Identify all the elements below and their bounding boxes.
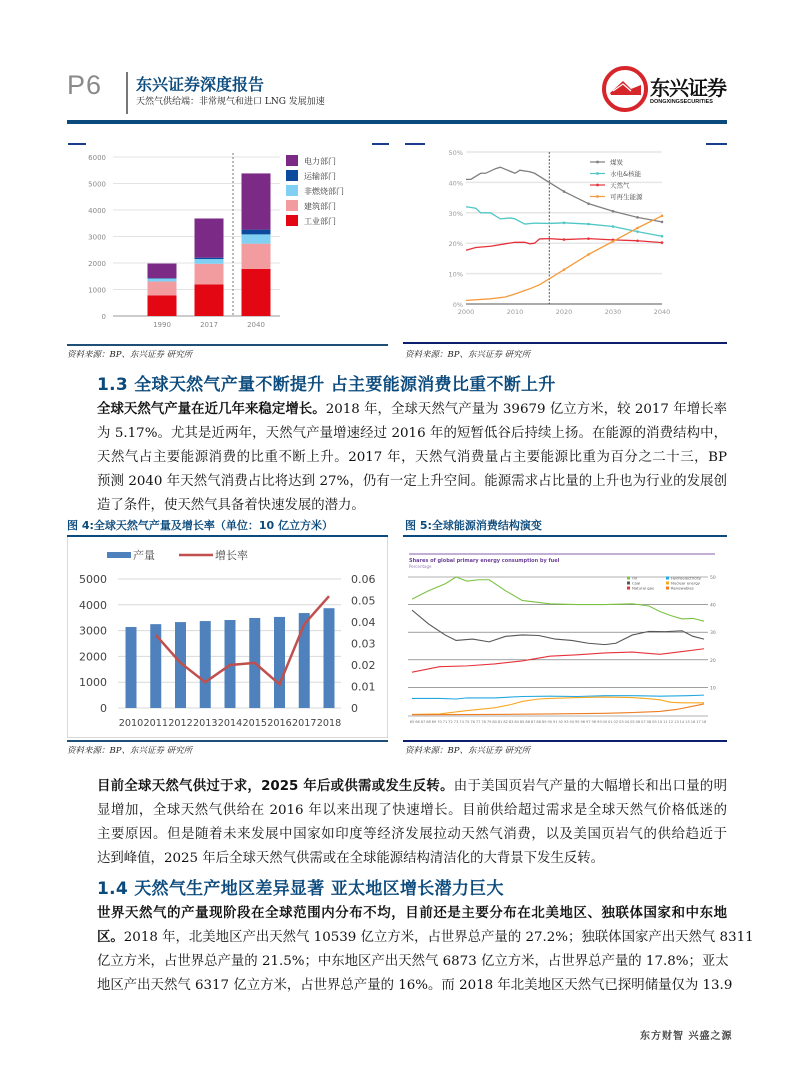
legend-marker [596,161,599,164]
y-tick-label: 0 [101,313,106,321]
bar-2017-3 [195,258,224,259]
x-tick-label: 97 [586,720,591,724]
bar-1990-2 [148,279,177,282]
data-point [636,216,639,219]
data-point [636,239,639,242]
x-tick-label: 78 [481,720,486,724]
x-tick-label: 65 [409,720,415,724]
y-tick-label: 40% [448,179,463,188]
data-point [587,253,590,256]
x-tick-label: 06 [635,720,641,724]
x-tick-label: 81 [497,720,503,724]
x-tick-label: 71 [442,720,448,724]
legend-swatch [286,185,298,196]
source-note: 资料来源：BP、东兴证券 研究所 [405,350,531,360]
x-tick-label: 82 [503,720,508,724]
bar-1990-0 [148,295,177,316]
legend-label: Renewables [671,585,694,591]
y-tick-label: 3000 [79,624,107,638]
x-tick-label: 69 [431,720,437,724]
x-tick-label: 18 [701,720,707,724]
energy-share-forecast-line-chart [400,140,730,320]
page-number: P6 [67,70,103,100]
bar-2017-4 [195,218,224,257]
bar-2013 [200,621,211,708]
bar-2040-2 [242,234,271,243]
legend-swatch [627,582,630,585]
source-note: 资料来源：BP、东兴证券 研究所 [67,350,193,360]
data-point [612,210,615,213]
y-tick-label: 40 [710,603,716,609]
y2-tick-label: 0.03 [351,637,376,651]
x-tick-label: 77 [475,720,481,724]
bar-1990-1 [148,282,177,296]
y-tick-label: 0 [100,702,107,715]
data-point [661,235,664,238]
legend-label: 水电&核能 [610,170,642,178]
bar-2010 [126,627,137,708]
y-tick-label: 30% [448,209,463,218]
x-tick-label: 2012 [168,718,193,729]
legend-marker [596,172,599,175]
data-point [563,268,566,271]
series-line-1 [466,207,662,236]
bar-1990-4 [148,264,177,279]
y-tick-label: 20 [710,658,716,664]
header-rule [67,120,727,124]
energy-consumption-share-chart [403,545,727,725]
y-tick-label: 5000 [88,180,106,189]
paragraph-line [97,823,727,847]
legend-label: 建筑部门 [304,202,336,211]
data-point [661,221,664,224]
source-rule [403,342,727,344]
line-text: 亿立方米，占世界总产量的 21.5%；中东地区产出天然气 6873 亿立方米，占世界总产量的 17.8%；亚太 [97,954,729,969]
paragraph-line [97,422,727,446]
series-line-0 [412,577,704,621]
data-point [563,222,566,225]
bold-lead: 目前全球天然气供过于求，2025 年后或供需或发生反转。 [97,779,454,794]
figure-5-title: 图 5:全球能源消费结构演变 [405,519,542,532]
x-tick-label: 79 [486,720,492,724]
data-point [661,215,664,218]
line-text: 造了条件，使天然气具备着快速发展的潜力。 [97,498,365,513]
x-tick-label: 2017 [292,718,317,729]
x-tick-label: 86 [525,720,530,724]
x-tick-label: 92 [558,720,564,724]
paragraph-line [97,398,727,422]
x-tick-label: 09 [652,720,657,724]
data-point [612,225,615,228]
legend-label: Natural gas [632,585,654,591]
y-tick-label: 5000 [79,573,107,586]
x-tick-label: 1990 [153,321,171,329]
legend-swatch [286,200,298,211]
paragraph-line [97,799,727,823]
line-text: 由于美国页岩气产量的大幅增长和出口量的明 [453,779,727,794]
y-tick-label: 6000 [88,154,106,162]
paragraph-gas-production [97,398,727,518]
legend-label: 天然气 [610,181,630,190]
bar-2016 [274,617,285,708]
x-tick-label: 74 [459,720,464,724]
paragraph-line [97,950,727,974]
header-divider [126,72,128,114]
x-tick-label: 14 [679,720,685,724]
data-point [612,240,615,243]
x-tick-label: 75 [464,720,470,724]
chart-inner-subtitle: Percentage [409,564,432,569]
legend-label: Nuclear energy [671,580,701,586]
x-tick-label: 2000 [457,308,475,316]
report-title: 东兴证券深度报告 [136,75,265,94]
source-rule [67,344,388,346]
x-tick-label: 12 [668,720,674,724]
x-tick-label: 16 [690,720,696,724]
frame-mark [68,143,86,145]
x-tick-label: 72 [448,720,453,724]
bar-2040-0 [242,269,271,316]
paragraph-line [97,902,727,926]
y2-tick-label: 0.04 [351,616,376,629]
y-tick-label: 50 [710,576,716,581]
x-tick-label: 87 [530,720,536,724]
x-tick-label: 03 [619,720,624,724]
legend-swatch [286,215,298,226]
legend-label: 电力部门 [304,157,336,166]
x-tick-label: 80 [492,720,497,724]
series-line-1 [412,610,704,645]
legend-swatch [666,587,669,590]
source-note: 资料来源：BP、东兴证券 研究所 [67,746,193,756]
bold-lead: 全球天然气产量在近几年来稳定增长。 [97,402,326,417]
figure-rule [403,535,727,537]
x-tick-label: 2016 [267,718,292,729]
data-point [587,237,590,240]
legend-label: 非燃烧部门 [304,187,344,196]
x-tick-label: 94 [569,720,575,724]
legend-label: 产量 [133,549,155,562]
paragraph-line [97,446,727,470]
data-point [661,241,664,244]
legend-label: 煤炭 [610,158,623,167]
company-logo-icon [601,65,649,113]
y-tick-label: 20% [448,240,463,249]
source-note: 资料来源：BP、东兴证券 研究所 [405,746,531,756]
x-tick-label: 66 [415,720,420,724]
y-tick-label: 1000 [79,676,107,690]
x-tick-label: 2013 [193,718,218,729]
y-tick-label: 30 [710,631,716,637]
y-tick-label: 10% [448,270,463,279]
x-tick-label: 70 [437,720,442,724]
bold-lead: 世界天然气的产量现阶段在全球范围内分布不均，目前还是主要分布在北美地区、独联体国家和中东地 [97,906,727,921]
data-point [587,202,590,205]
line-text: 2018 年，北美地区产出天然气 10539 亿立方米，占世界总产量的 27.2%；独联体国家产出天然气 8311 [123,930,754,945]
x-tick-label: 2020 [555,308,573,316]
bar-2040-3 [242,230,271,235]
x-tick-label: 88 [536,720,542,724]
logo-subtext: DONGXINGSECURITIES [650,99,713,105]
y-tick-label: 2000 [79,650,107,664]
x-tick-label: 90 [547,720,553,724]
line-text: 主要原因。但是随着未来发展中国家如印度等经济发展拉动天然气消费，以及美国页岩气的供给趋近于 [97,827,727,842]
bar-2018 [324,608,335,708]
x-tick-label: 2017 [200,321,218,329]
x-tick-label: 68 [426,720,431,724]
y2-tick-label: 0.01 [351,680,376,694]
x-tick-label: 98 [591,720,597,724]
figure-4-title: 图 4:全球天然气产量及增长率（单位：10 亿立方米） [67,519,334,532]
paragraph-regional-production [97,902,754,998]
legend-label: 工业部门 [304,217,336,226]
data-point [563,190,566,193]
sector-demand-stacked-bar-chart [88,145,380,330]
x-tick-label: 95 [574,720,580,724]
y-tick-label: 1000 [88,286,106,295]
x-tick-label: 13 [674,720,679,724]
logo-text: 东兴证券 [650,76,726,100]
legend-swatch [286,170,298,181]
x-tick-label: 17 [696,720,701,724]
x-tick-label: 2018 [316,718,342,729]
y2-tick-label: 0.05 [351,594,376,608]
chart-inner-title: Shares of global primary energy consumption by fuel [409,558,560,564]
legend-swatch [627,577,630,580]
y-tick-label: 50% [448,149,463,157]
legend-swatch [666,577,669,580]
x-tick-label: 2040 [247,321,265,329]
bold-lead: 区。 [97,930,124,945]
section-heading-1-3: 1.3 全球天然气产量不断提升 占主要能源消费比重不断上升 [97,375,556,395]
x-tick-label: 93 [563,720,569,724]
source-rule [403,740,727,742]
x-tick-label: 2014 [217,718,243,729]
x-tick-label: 67 [420,720,426,724]
y2-tick-label: 0.02 [351,659,376,672]
legend-marker [596,184,599,187]
x-tick-label: 04 [624,720,630,724]
x-tick-label: 73 [453,720,459,724]
legend-swatch [627,587,630,590]
x-tick-label: 2030 [604,308,622,316]
bar-2017-0 [195,284,224,316]
x-tick-label: 2010 [118,718,144,729]
data-point [587,223,590,226]
line-text: 显增加，全球天然气供给在 2016 年以来出现了快速增长。目前供给超过需求是全球天然气价格低迷的 [97,803,727,818]
line-text: 为 5.17%。尤其是近两年，天然气产量增速经过 2016 年的短暂低谷后持续上扬。在能源的消费结构中， [97,426,727,441]
y-tick-label: 3000 [88,233,106,242]
y-tick-label: 2000 [88,260,106,268]
line-text: 天然气占主要能源消费的比重不断上升。2017 年，天然气消费量占主要能源比重为百分之二十三，BP [97,450,727,465]
paragraph-line [97,974,733,998]
gas-production-growth-chart [67,537,388,737]
series-line-2 [412,649,704,672]
x-tick-label: 89 [541,720,547,724]
line-text: 2018 年，全球天然气产量为 39679 亿立方米，较 2017 年增长率 [325,402,727,417]
data-point [636,227,639,230]
x-tick-label: 2040 [653,308,671,316]
section-heading-1-4: 1.4 天然气生产地区差异显著 亚太地区增长潜力巨大 [97,879,504,899]
x-tick-label: 07 [641,720,646,724]
legend-label: Coal [632,580,641,586]
legend-swatch [107,552,131,558]
x-tick-label: 11 [663,720,668,724]
legend-label: Hydroelectricity [671,575,702,581]
x-tick-label: 2010 [506,308,524,316]
y-tick-label: 0% [452,301,463,309]
bar-1990-3 [148,278,177,279]
y2-tick-label: 0 [351,702,358,715]
paragraph-line [97,926,754,950]
x-tick-label: 10 [657,720,663,724]
bar-2017-1 [195,264,224,285]
data-point [636,230,639,233]
legend-label: 运输部门 [304,172,336,181]
line-text: 预测 2040 年天然气消费占比将达到 27%，仍有一定上升空间。能源需求占比量的上升也为行业的发展创 [97,474,727,489]
footer-slogan: 东方财智 兴盛之源 [640,1031,733,1042]
legend-swatch [286,155,298,166]
x-tick-label: 83 [508,720,514,724]
paragraph-line [97,847,727,871]
legend-marker [596,195,599,198]
x-tick-label: 76 [470,720,475,724]
legend-swatch [666,582,669,585]
x-tick-label: 91 [552,720,558,724]
source-rule [67,740,388,742]
series-line-5 [412,704,704,715]
line-text: 达到峰值，2025 年后全球天然气供需或在全球能源结构清洁化的大背景下发生反转。 [97,851,605,866]
y-tick-label: 4000 [79,598,107,612]
series-line-3 [466,216,662,301]
bar-2017-2 [195,259,224,264]
paragraph-line [97,775,727,799]
y2-tick-label: 0.06 [351,573,376,586]
x-tick-label: 84 [514,720,519,724]
x-tick-label: 08 [646,720,652,724]
legend-label: 增长率 [215,549,248,562]
paragraph-line [97,470,727,494]
bar-2040-4 [242,173,271,229]
paragraph-line [97,494,727,518]
legend-label: Oil [632,575,638,581]
data-point [563,238,566,241]
x-tick-label: 85 [519,720,525,724]
x-tick-label: 2015 [242,718,267,729]
x-tick-label: 05 [630,720,635,724]
x-tick-label: 01 [608,720,613,724]
x-tick-label: 02 [613,720,619,724]
x-tick-label: 00 [602,720,608,724]
x-tick-label: 2011 [143,718,168,729]
x-tick-label: 99 [597,720,602,724]
y-tick-label: 4000 [88,207,106,215]
line-text: 地区产出天然气 6317 亿立方米，占世界总产量的 16%。而 2018 年北美地区天然气已探明储量仅为 13.9 [97,978,733,993]
report-subtitle: 天然气供给端：非常规气和进口 LNG 发展加速 [136,97,325,107]
x-tick-label: 96 [580,720,586,724]
y-tick-label: 10 [710,686,716,692]
x-tick-label: 15 [685,720,690,724]
paragraph-supply-demand [97,775,727,871]
legend-label: 可再生能源 [610,193,643,201]
bar-2040-1 [242,244,271,269]
